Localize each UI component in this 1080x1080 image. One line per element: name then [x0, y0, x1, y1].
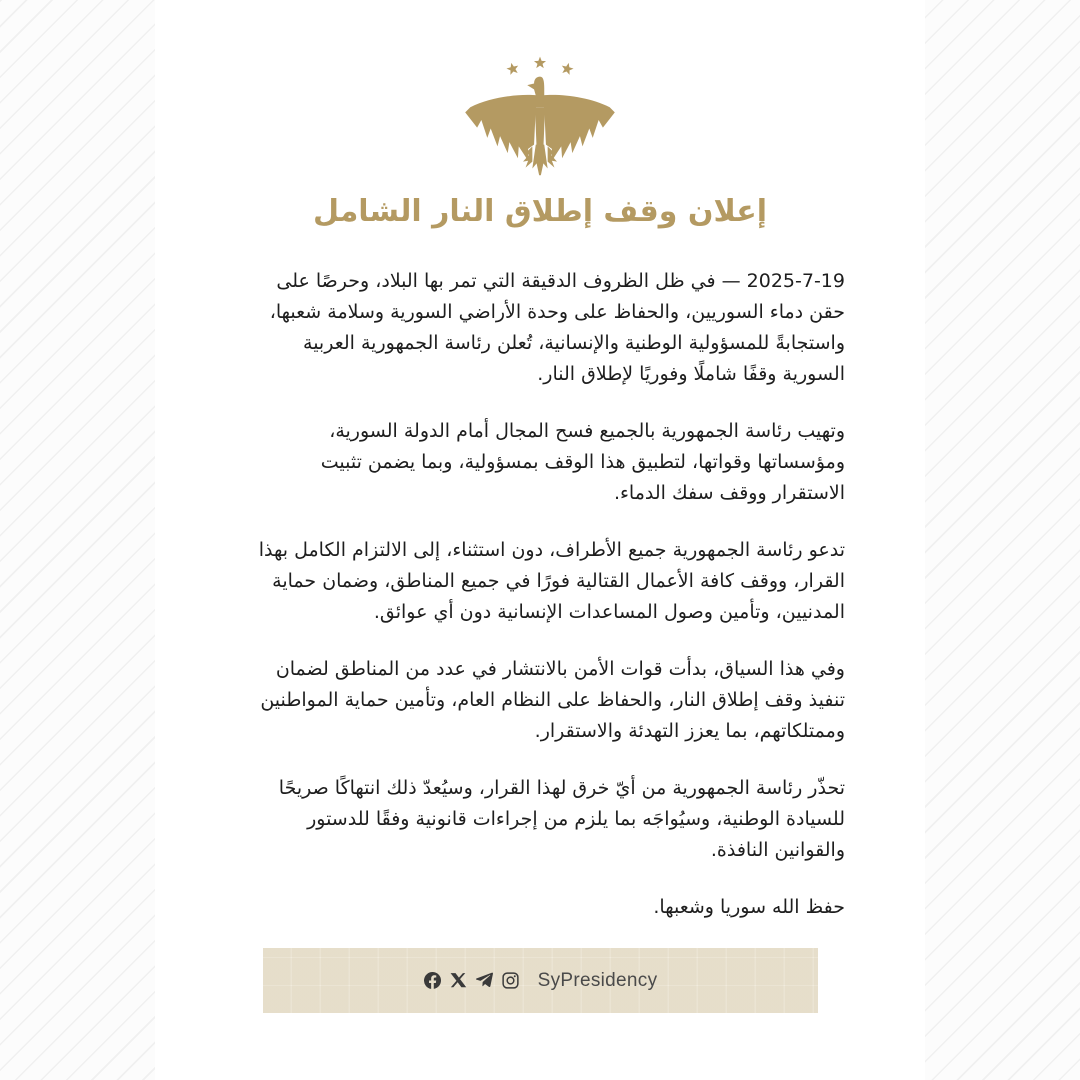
social-handle: SyPresidency — [537, 969, 658, 991]
statement-document — [155, 0, 925, 1080]
syrian-eagle-emblem — [455, 56, 625, 184]
statement-title: إعلان وقف إطلاق النار الشامل — [312, 194, 768, 229]
paragraph-appeal: وتهيب رئاسة الجمهورية بالجميع فسح المجال أمام الدولة السورية، ومؤسساتها وقواتها، لتطبيق هذا الوقف بمسؤولية، وبما يضمن تثبيت الاستقرار ووقف سفك الدماء. — [320, 420, 845, 504]
eagle-svg — [455, 56, 625, 184]
paragraph-opening-text: — في ظل الظروف الدقيقة التي تمر بها البلاد، وحرصًا على حقن دماء السوريين، والحفاظ على وحدة الأراضي السورية وسلامة شعبها، واستجابةً للمسؤولية الوطنية والإنسانية، تُعلن رئاسة الجمهورية العربية السورية وقفًا شاملًا وفوريًا لإطلاق النار. — [269, 270, 845, 385]
facebook-icon — [424, 972, 441, 989]
paragraph-call-to-parties: تدعو رئاسة الجمهورية جميع الأطراف، دون استثناء، إلى الالتزام الكامل بهذا القرار، ووقف كافة الأعمال القتالية فورًا في جميع المناطق، وضمان حماية المدنيين، وتأمين وصول المساعدات الإنسانية دون أي عوائق. — [258, 539, 845, 623]
closing-line: حفظ الله سوريا وشعبها. — [653, 896, 845, 918]
statement-date: 2025-7-19 — [746, 270, 845, 292]
paragraph-opening — [245, 266, 845, 390]
eagle-silhouette — [465, 77, 615, 176]
footer-band — [263, 948, 818, 1013]
instagram-icon — [502, 972, 519, 989]
paragraph-security-deployment: وفي هذا السياق، بدأت قوات الأمن بالانتشار في عدد من المناطق لضمان تنفيذ وقف إطلاق النار، والحفاظ على النظام العام، وتأمين حماية المواطنين وممتلكاتهم، بما يعزز التهدئة والاستقرار. — [260, 658, 845, 742]
paragraph-warning: تحذّر رئاسة الجمهورية من أيّ خرق لهذا القرار، وسيُعدّ ذلك انتهاكًا صريحًا للسيادة الوطنية، وسيُواجَه بما يلزم من إجراءات قانونية وفقًا للدستور والقوانين النافذة. — [278, 777, 845, 861]
x-icon — [450, 972, 467, 989]
telegram-icon — [476, 972, 493, 989]
statement-body — [245, 266, 845, 923]
three-stars — [505, 57, 574, 76]
